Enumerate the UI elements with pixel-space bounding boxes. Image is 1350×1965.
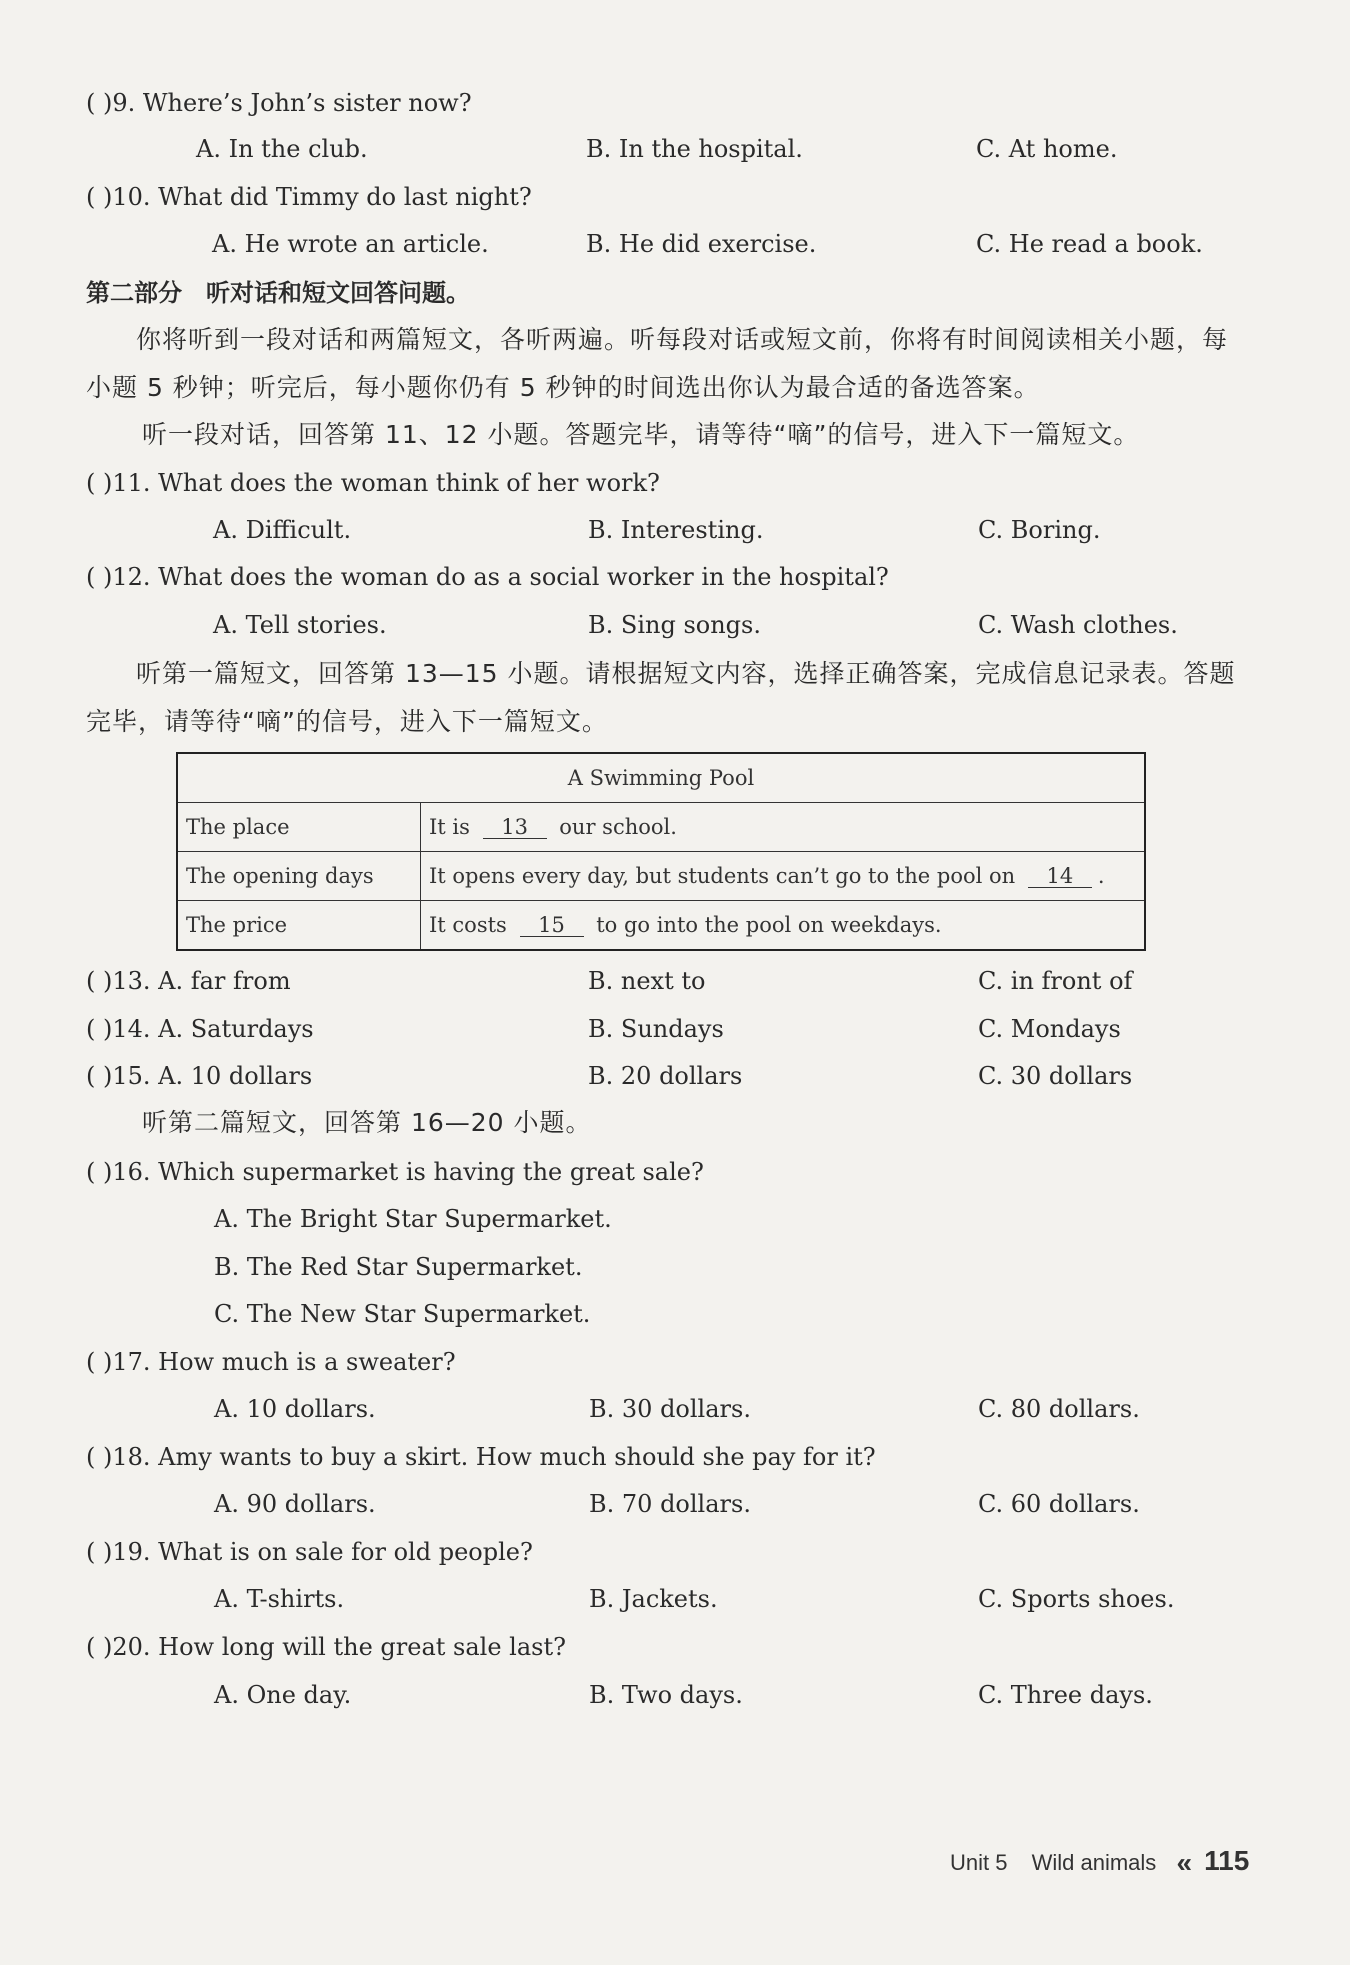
question-9: ( )9. Where’s John’s sister now? [86, 89, 472, 117]
question-20: ( )20. How long will the great sale last? [86, 1633, 566, 1661]
question-10: ( )10. What did Timmy do last night? [86, 183, 532, 211]
q10-option-a: A. He wrote an article. [212, 230, 489, 258]
passage2-note: 听第二篇短文，回答第 16—20 小题。 [142, 1108, 592, 1137]
q13-option-c: C. in front of [978, 967, 1133, 995]
q16-option-c: C. The New Star Supermarket. [214, 1300, 591, 1328]
q11-option-b: B. Interesting. [588, 516, 764, 544]
q19-option-a: A. T-shirts. [214, 1585, 345, 1613]
row-label: The price [177, 901, 421, 951]
blank-15: 15 [520, 914, 584, 937]
q18-option-b: B. 70 dollars. [589, 1490, 751, 1518]
row-content: It is 13 our school. [421, 803, 1146, 852]
table-title: A Swimming Pool [177, 753, 1145, 803]
question-12: ( )12. What does the woman do as a social worker in the hospital? [86, 563, 889, 591]
q17-option-b: B. 30 dollars. [589, 1395, 751, 1423]
q11-option-c: C. Boring. [978, 516, 1101, 544]
q9-option-a: A. In the club. [196, 135, 368, 163]
page-footer [950, 1845, 1249, 1879]
q9-option-b: B. In the hospital. [586, 135, 803, 163]
dialog-note: 听一段对话，回答第 11、12 小题。答题完毕，请等待“嘀”的信号，进入下一篇短文。 [142, 420, 1140, 449]
question-16: ( )16. Which supermarket is having the great sale? [86, 1158, 704, 1186]
q17-option-c: C. 80 dollars. [978, 1395, 1140, 1423]
q20-option-a: A. One day. [214, 1681, 352, 1709]
q16-option-a: A. The Bright Star Supermarket. [214, 1205, 612, 1233]
q10-option-c: C. He read a book. [976, 230, 1203, 258]
question-11: ( )11. What does the woman think of her work? [86, 469, 660, 497]
blank-13: 13 [483, 816, 547, 839]
q17-option-a: A. 10 dollars. [214, 1395, 376, 1423]
q10-option-b: B. He did exercise. [586, 230, 817, 258]
part2-title: 第二部分 听对话和短文回答问题。 [86, 279, 470, 307]
q14-option-c: C. Mondays [978, 1015, 1121, 1043]
q16-option-b: B. The Red Star Supermarket. [214, 1253, 583, 1281]
table-row [177, 901, 1145, 951]
part2-intro: 你将听到一段对话和两篇短文，各听两遍。听每段对话或短文前，你将有时间阅读相关小题，每小题 5 秒钟；听完后，每小题你仍有 5 秒钟的时间选出你认为最合适的备选答案。 [86, 325, 1229, 402]
q19-option-c: C. Sports shoes. [978, 1585, 1175, 1613]
question-15: ( )15. A. 10 dollars [86, 1062, 313, 1090]
q20-option-c: C. Three days. [978, 1681, 1153, 1709]
table-row [177, 803, 1145, 852]
question-18: ( )18. Amy wants to buy a skirt. How much should she pay for it? [86, 1443, 876, 1471]
row-content: It costs 15 to go into the pool on weekdays. [421, 901, 1146, 951]
q12-option-c: C. Wash clothes. [978, 611, 1178, 639]
q19-option-b: B. Jackets. [589, 1585, 718, 1613]
table-row [177, 852, 1145, 901]
q12-option-a: A. Tell stories. [213, 611, 387, 639]
passage1-note: 听第一篇短文，回答第 13—15 小题。请根据短文内容，选择正确答案，完成信息记录表。答题完毕，请等待“嘀”的信号，进入下一篇短文。 [86, 659, 1236, 736]
q15-option-b: B. 20 dollars [588, 1062, 743, 1090]
info-record-table [176, 752, 1146, 951]
q20-option-b: B. Two days. [589, 1681, 743, 1709]
question-13: ( )13. A. far from [86, 967, 291, 995]
page-number: 115 [1204, 1845, 1250, 1876]
footer-unit-title: Wild animals [1031, 1850, 1157, 1875]
q14-option-b: B. Sundays [588, 1015, 724, 1043]
question-19: ( )19. What is on sale for old people? [86, 1538, 533, 1566]
double-chevron-left-icon: « [1176, 1847, 1193, 1878]
q12-option-b: B. Sing songs. [588, 611, 761, 639]
q18-option-c: C. 60 dollars. [978, 1490, 1140, 1518]
footer-unit: Unit 5 [950, 1850, 1008, 1875]
row-content: It opens every day, but students can’t go to the pool on 14 . [421, 852, 1146, 901]
q13-option-b: B. next to [588, 967, 706, 995]
row-label: The place [177, 803, 421, 852]
q18-option-a: A. 90 dollars. [214, 1490, 376, 1518]
blank-14: 14 [1028, 865, 1092, 888]
q15-option-c: C. 30 dollars [978, 1062, 1133, 1090]
question-17: ( )17. How much is a sweater? [86, 1348, 456, 1376]
question-14: ( )14. A. Saturdays [86, 1015, 314, 1043]
q11-option-a: A. Difficult. [213, 516, 352, 544]
row-label: The opening days [177, 852, 421, 901]
q9-option-c: C. At home. [976, 135, 1118, 163]
